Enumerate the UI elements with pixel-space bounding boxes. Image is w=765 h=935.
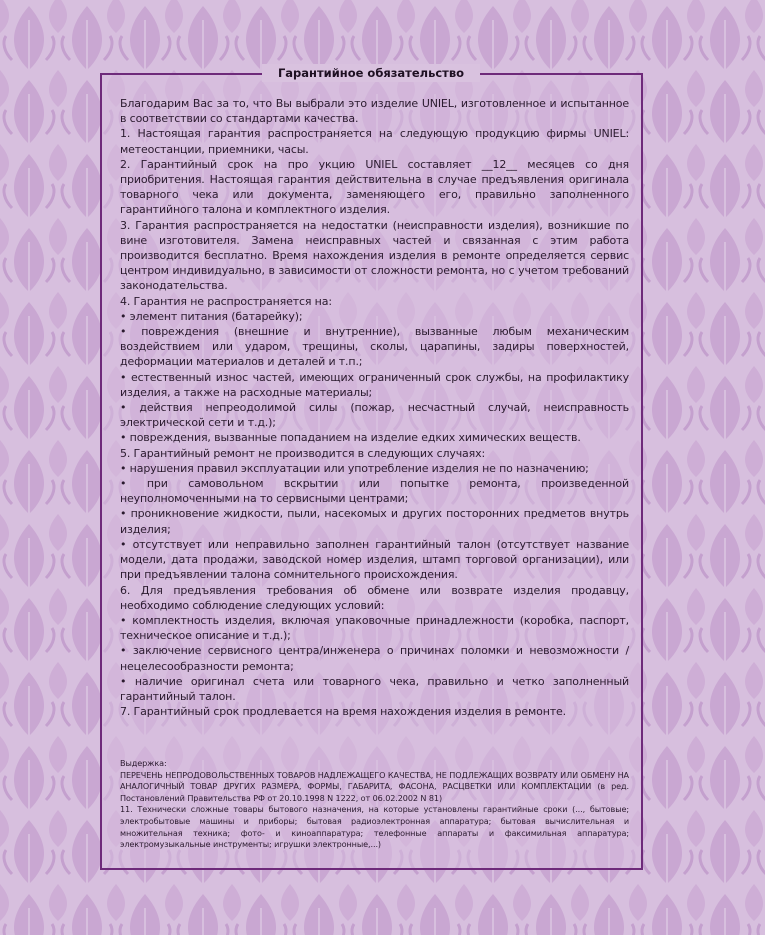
paragraph-clause-4: 4. Гарантия не распространяется на: — [120, 294, 332, 308]
bullet-item: • заключение сервисного центра/инженера о причинах поломки и невозможности / нецелесообразности ремонта; — [120, 644, 629, 673]
extract-item: 11. Технически сложные товары бытового назначения, на которые установлены гарантийные сроки (..., бытовые; электробытовые машины и приборы; бытовая радиоэлектронная аппаратура; бытовая вычислительная и множительная техника; фото- и киноаппаратура; телефонные аппараты и факсимильная аппаратура; электромузыкальные инструменты; игрушки электронные,...) — [120, 804, 629, 850]
bullet-item: • повреждения (внешние и внутренние), вызванные любым механическим воздействием или ударом, трещины, сколы, царапины, задиры поверхностей, деформации материалов и деталей и т.п.; — [120, 325, 629, 369]
extract-list-title-text: ПЕРЕЧЕНЬ НЕПРОДОВОЛЬСТВЕННЫХ ТОВАРОВ НАДЛЕЖАЩЕГО КАЧЕСТВА, НЕ ПОДЛЕЖАЩИХ ВОЗВРАТУ ИЛИ ОБМЕНУ НА АНАЛОГИЧНЫЙ ТОВАР ДРУГИХ РАЗМЕРА, ФОРМЫ, ГАБАРИТА, ФАСОНА, РАСЦВЕТКИ ИЛИ КОМПЛЕКТАЦИИ — [120, 769, 629, 792]
warranty-title: Гарантийное обязательство — [262, 64, 480, 82]
bullet-item: • элемент питания (батарейку); — [120, 309, 303, 323]
bullet-item: • повреждения, вызванные попаданием на изделие едких химических веществ. — [120, 431, 581, 445]
extract-list-title — [120, 770, 629, 805]
bullet-item: • отсутствует или неправильно заполнен гарантийный талон (отсутствует название модели, дата продажи, заводской номер изделия, штамп торговой организации), или при предъявлении талона сомнительного происхождения. — [120, 537, 629, 582]
paragraph-clause-7: 7. Гарантийный срок продлевается на время нахождения изделия в ремонте. — [120, 705, 566, 719]
paragraph-clause-6: 6. Для предъявления требования об обмене или возврате изделия продавцу, необходимо соблюдение следующих условий: — [120, 583, 629, 612]
legal-extract — [120, 758, 629, 851]
extract-list-note: (в ред. Постановлений Правительства РФ от 20.10.1998 N 1222, от 06.02.2002 N 81) — [120, 781, 629, 803]
bullet-item: • естественный износ частей, имеющих ограниченный срок службы, на профилактику изделия, а также на расходные материалы; — [120, 370, 629, 399]
bullet-item: • при самовольном вскрытии или попытке ремонта, произведенной неуполномоченными на то сервисными центрами; — [120, 477, 629, 506]
paragraph-clause-1: 1. Настоящая гарантия распространяется на следующую продукцию фирмы UNIEL: метеостанции, приемники, часы. — [120, 127, 629, 156]
extract-heading: Выдержка: — [120, 758, 167, 768]
paragraph-clause-5: 5. Гарантийный ремонт не производится в следующих случаях: — [120, 446, 486, 460]
bullet-item: • комплектность изделия, включая упаковочные принадлежности (коробка, паспорт, техническое описание и т.д.); — [120, 613, 629, 643]
bullet-item: • нарушения правил эксплуатации или употребление изделия не по назначению; — [120, 461, 589, 475]
paragraph-intro: Благодарим Вас за то, что Вы выбрали это изделие UNIEL, изготовленное и испытанное в соответствии со стандартами качества. — [120, 97, 629, 126]
paragraph-clause-3: 3. Гарантия распространяется на недостатки (неисправности изделия), возникшие по вине изготовителя. Замена неисправных частей и связанная с этим работа производится бесплатно. Время нахождения изделия в ремонте определяется сервис центром индивидуально, в зависимости от сложности ремонта, но с учетом требований законодательства. — [120, 218, 629, 293]
warranty-body — [120, 96, 629, 719]
bullet-item: • проникновение жидкости, пыли, насекомых и других посторонних предметов внутрь изделия; — [120, 507, 629, 536]
paragraph-clause-2: 2. Гарантийный срок на про укцию UNIEL составляет __12__ месяцев со дня приобритения. Настоящая гарантия действительна в случае предъявления оригинала товарного чека или документа, заменяющего его, правильно заполненного гарантийного талона и комплектного изделия. — [120, 157, 629, 217]
bullet-item: • действия непреодолимой силы (пожар, несчастный случай, неисправность электрической сети и т.д.); — [120, 401, 629, 430]
bullet-item: • наличие оригинал счета или товарного чека, правильно и четко заполненный гарантийный талон. — [120, 674, 629, 703]
